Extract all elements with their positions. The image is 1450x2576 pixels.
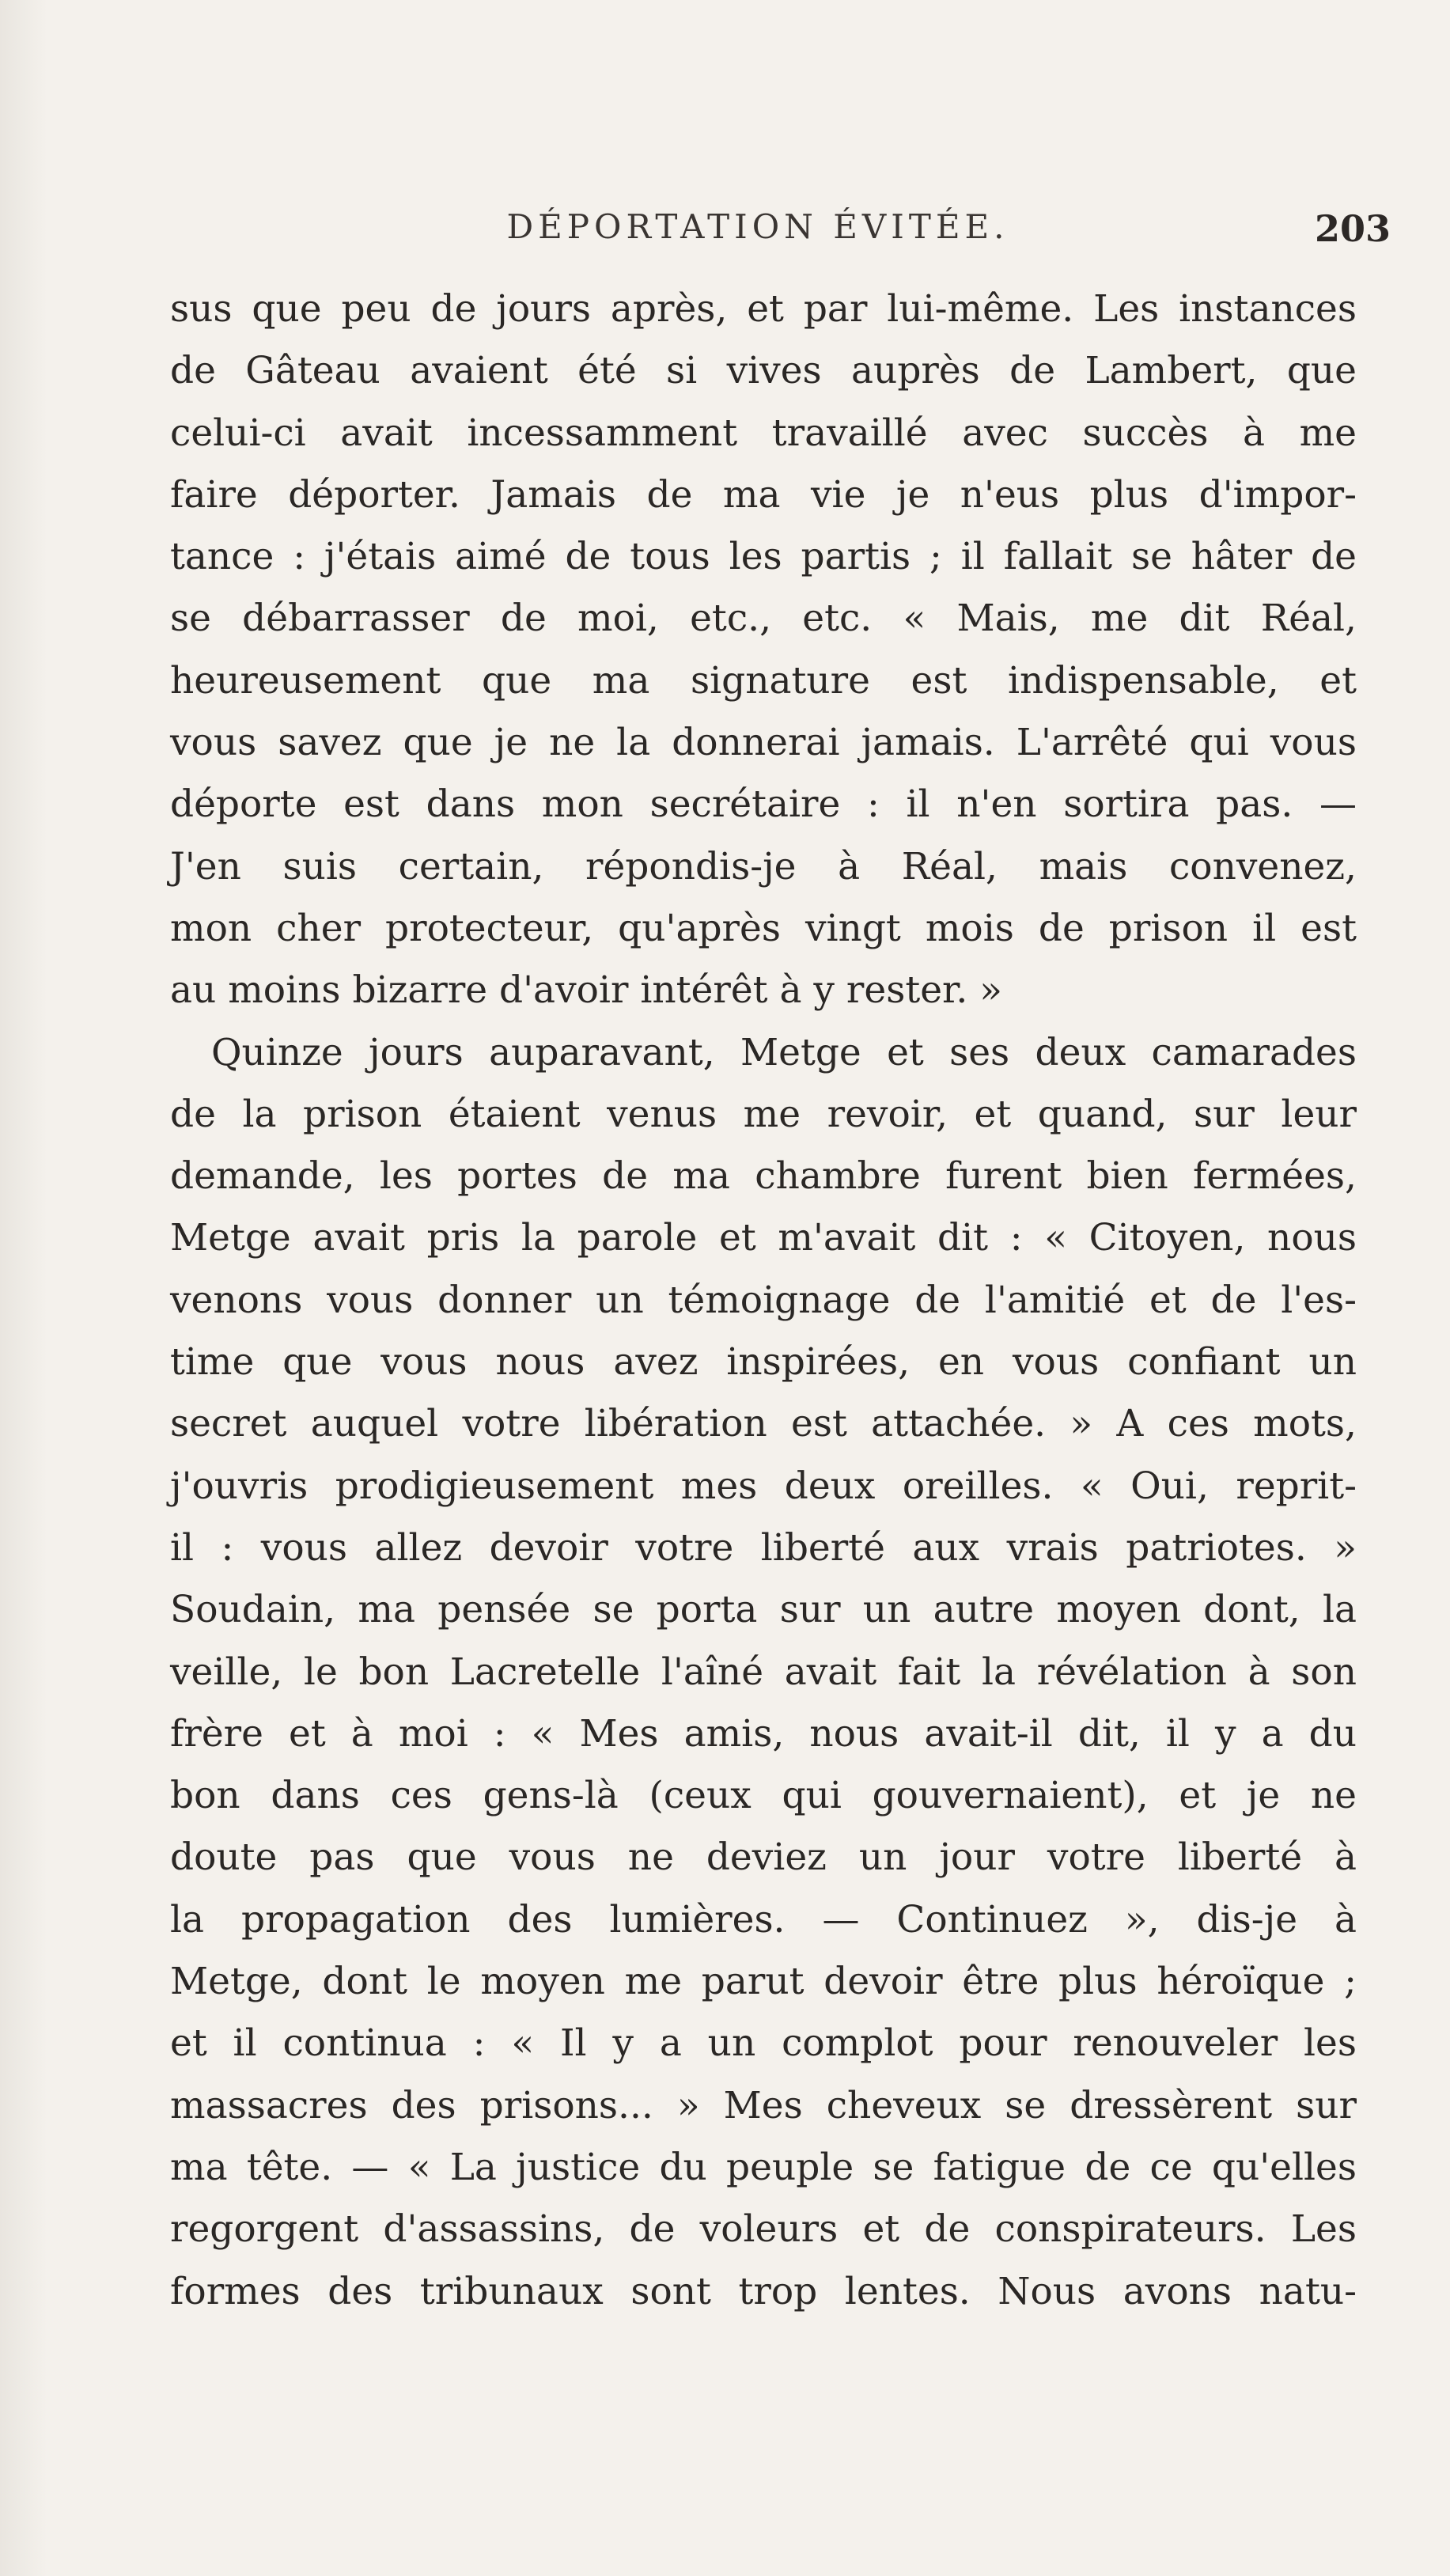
text-line: celui-ci avait incessamment travaillé avec succès à me: [170, 411, 1357, 455]
text-line: il : vous allez devoir votre liberté aux vrais patriotes. »: [170, 1525, 1357, 1570]
running-title: DÉPORTATION ÉVITÉE.: [506, 207, 1009, 246]
text-line: time que vous nous avez inspirées, en vous confiant un: [170, 1340, 1357, 1385]
page-header: [157, 198, 1391, 253]
text-line: déporte est dans mon secrétaire : il n'en sortira pas. —: [170, 782, 1357, 827]
text-line: j'ouvris prodigieusement mes deux oreilles. « Oui, reprit-: [170, 1464, 1357, 1508]
text-line: vous savez que je ne la donnerai jamais. L'arrêté qui vous: [170, 721, 1357, 765]
text-line: mon cher protecteur, qu'après vingt mois de prison il est: [170, 906, 1357, 950]
text-line: la propagation des lumières. — Continuez », dis-je à: [170, 1897, 1357, 1941]
text-line: Soudain, ma pensée se porta sur un autre moyen dont, la: [170, 1588, 1357, 1632]
text-line: heureusement que ma signature est indispensable, et: [170, 658, 1357, 703]
text-line: ma tête. — « La justice du peuple se fatigue de ce qu'elles: [170, 2145, 1357, 2189]
text-line: doute pas que vous ne deviez un jour votre liberté à: [170, 1835, 1357, 1880]
text-line: veille, le bon Lacretelle l'aîné avait fait la révélation à son: [170, 1650, 1357, 1694]
text-line: Metge avait pris la parole et m'avait dit : « Citoyen, nous: [170, 1216, 1357, 1260]
text-line: regorgent d'assassins, de voleurs et de conspirateurs. Les: [170, 2207, 1357, 2252]
text-line: Quinze jours auparavant, Metge et ses deux camarades: [211, 1030, 1357, 1074]
text-line: bon dans ces gens-là (ceux qui gouvernaient), et je ne: [170, 1774, 1357, 1818]
text-line: au moins bizarre d'avoir intérêt à y rester. »: [170, 968, 1002, 1013]
text-line: secret auquel votre libération est attachée. » A ces mots,: [170, 1402, 1357, 1446]
text-line: sus que peu de jours après, et par lui-même. Les instances: [170, 287, 1357, 331]
text-line: de Gâteau avaient été si vives auprès de Lambert, que: [170, 349, 1357, 393]
text-line: formes des tribunaux sont trop lentes. Nous avons natu-: [170, 2269, 1357, 2313]
text-line: de la prison étaient venus me revoir, et quand, sur leur: [170, 1092, 1357, 1136]
body-text: [170, 278, 1357, 2323]
text-line: faire déporter. Jamais de ma vie je n'eus plus d'impor-: [170, 472, 1357, 517]
text-line: massacres des prisons... » Mes cheveux se dressèrent sur: [170, 2083, 1357, 2127]
text-line: se débarrasser de moi, etc., etc. « Mais, me dit Réal,: [170, 597, 1357, 641]
text-line: demande, les portes de ma chambre furent bien fermées,: [170, 1154, 1357, 1199]
page-number: 203: [1314, 207, 1391, 250]
text-line: venons vous donner un témoignage de l'amitié et de l'es-: [170, 1278, 1357, 1322]
text-line: Metge, dont le moyen me parut devoir être plus héroïque ;: [170, 1960, 1357, 2004]
text-line: et il continua : « Il y a un complot pour renouveler les: [170, 2021, 1357, 2066]
text-line: frère et à moi : « Mes amis, nous avait-il dit, il y a du: [170, 1711, 1357, 1756]
text-line: J'en suis certain, répondis-je à Réal, mais convenez,: [170, 844, 1357, 888]
text-line: tance : j'étais aimé de tous les partis ; il fallait se hâter de: [170, 535, 1357, 579]
